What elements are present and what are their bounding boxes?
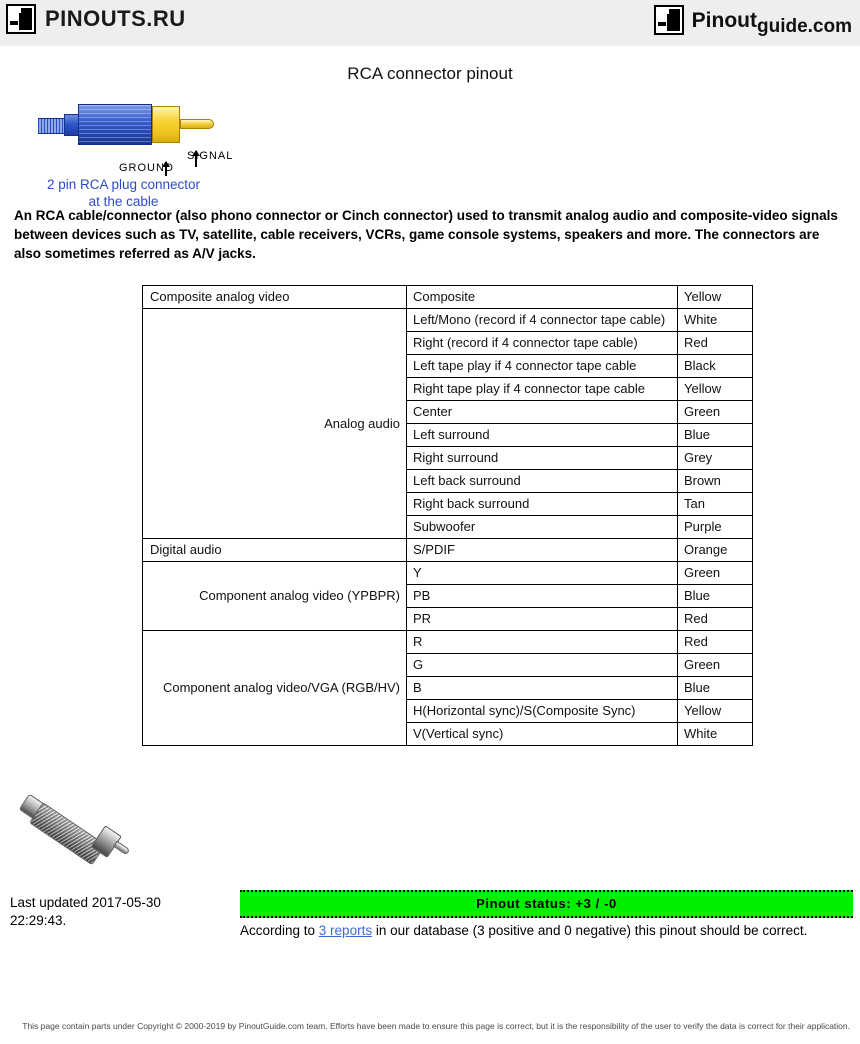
- photo-signal-pin: [113, 841, 130, 856]
- status-text-after: in our database (3 positive and 0 negative) this pinout should be correct.: [372, 923, 808, 938]
- status-block: [240, 890, 853, 940]
- table-cell-signal: Right surround: [407, 447, 678, 470]
- rca-plug-photo: [22, 770, 132, 860]
- table-cell-signal: Left tape play if 4 connector tape cable: [407, 355, 678, 378]
- table-cell-color: Green: [678, 401, 753, 424]
- table-cell-color: Orange: [678, 539, 753, 562]
- description-paragraph: An RCA cable/connector (also phono connector or Cinch connector) used to transmit analog audio and composite-video signals between devices such as TV, satellite, cable receivers, VCRs, game console systems, speakers and more. The connectors are also sometimes referred as A/V jacks.: [14, 208, 838, 261]
- connector-signal-pin: [180, 119, 214, 129]
- table-cell-color: Tan: [678, 493, 753, 516]
- table-cell-signal: PR: [407, 608, 678, 631]
- table-cell-category: Analog audio: [143, 309, 407, 539]
- last-updated-text: Last updated 2017-05-30 22:29:43.: [10, 895, 161, 928]
- diagram-caption-line1: 2 pin RCA plug connector: [46, 177, 201, 192]
- connector-barrel-ground: [78, 104, 152, 145]
- table-cell-signal: H(Horizontal sync)/S(Composite Sync): [407, 700, 678, 723]
- connector-insulator-ring: [152, 106, 180, 143]
- table-cell-color: Green: [678, 654, 753, 677]
- table-row: [143, 631, 753, 654]
- table-cell-signal: V(Vertical sync): [407, 723, 678, 746]
- table-row: [143, 539, 753, 562]
- table-cell-color: White: [678, 309, 753, 332]
- table-cell-category: Digital audio: [143, 539, 407, 562]
- copyright-footer: This page contain parts under Copyright © 2000-2019 by PinoutGuide.com team. Efforts have been made to ensure this page is correct, but it is the responsibility of the user to verify the data is correct for their application.: [22, 1021, 850, 1031]
- table-cell-color: Blue: [678, 677, 753, 700]
- pinout-diagram-icon: [654, 5, 684, 35]
- pinout-status-section: [0, 886, 860, 940]
- reports-link[interactable]: 3 reports: [318, 923, 373, 938]
- table-cell-color: Blue: [678, 424, 753, 447]
- table-cell-signal: Subwoofer: [407, 516, 678, 539]
- brand-sub: guide.com: [756, 15, 852, 37]
- diagram-caption-line2: at the cable: [88, 194, 159, 209]
- table-cell-signal: PB: [407, 585, 678, 608]
- table-cell-signal: Left back surround: [407, 470, 678, 493]
- table-cell-signal: Right back surround: [407, 493, 678, 516]
- photo-knurled-body: [29, 802, 106, 865]
- pinout-table-wrapper: [0, 285, 860, 746]
- table-cell-signal: Composite: [407, 286, 678, 309]
- table-cell-signal: Left surround: [407, 424, 678, 447]
- table-cell-color: Brown: [678, 470, 753, 493]
- table-cell-color: Red: [678, 608, 753, 631]
- site-logo-pinouts-ru[interactable]: [6, 4, 186, 34]
- page-title: RCA connector pinout: [347, 64, 513, 83]
- table-cell-color: White: [678, 723, 753, 746]
- brand-text: [691, 8, 852, 37]
- table-row: [143, 286, 753, 309]
- status-description: [240, 921, 853, 940]
- table-cell-signal: G: [407, 654, 678, 677]
- diagram-caption[interactable]: [0, 176, 247, 210]
- table-cell-signal: Y: [407, 562, 678, 585]
- table-row: [143, 309, 753, 332]
- table-cell-color: Green: [678, 562, 753, 585]
- table-cell-color: Red: [678, 332, 753, 355]
- rca-plug-illustration: [26, 92, 234, 174]
- table-cell-signal: Right (record if 4 connector tape cable): [407, 332, 678, 355]
- table-cell-color: Yellow: [678, 286, 753, 309]
- table-cell-color: Purple: [678, 516, 753, 539]
- table-cell-signal: Left/Mono (record if 4 connector tape cable): [407, 309, 678, 332]
- table-cell-color: Yellow: [678, 378, 753, 401]
- table-cell-signal: S/PDIF: [407, 539, 678, 562]
- table-cell-color: Yellow: [678, 700, 753, 723]
- table-cell-signal: Right tape play if 4 connector tape cable: [407, 378, 678, 401]
- table-cell-signal: B: [407, 677, 678, 700]
- page-header: [0, 0, 860, 46]
- table-cell-color: Blue: [678, 585, 753, 608]
- site-logo-text: PINOUTS.RU: [45, 6, 186, 31]
- ground-label: GROUND: [119, 162, 174, 174]
- table-cell-signal: Center: [407, 401, 678, 424]
- table-cell-color: Black: [678, 355, 753, 378]
- status-text-before: According to: [240, 923, 319, 938]
- table-cell-category: Composite analog video: [143, 286, 407, 309]
- brand-main: Pinout: [691, 8, 757, 32]
- pinout-diagram-icon: [6, 4, 36, 34]
- pinout-table-body: [143, 286, 753, 746]
- site-logo-pinoutguide[interactable]: [654, 5, 852, 35]
- table-cell-color: Grey: [678, 447, 753, 470]
- table-cell-category: Component analog video (YPBPR): [143, 562, 407, 631]
- table-row: [143, 562, 753, 585]
- table-cell-color: Red: [678, 631, 753, 654]
- status-badge: Pinout status: +3 / -0: [240, 890, 853, 918]
- connector-photo-section: [0, 766, 860, 886]
- connector-diagram-section: [0, 84, 860, 209]
- signal-label: SIGNAL: [187, 150, 234, 162]
- cable-strain-relief: [38, 118, 66, 134]
- pinout-table: [142, 285, 753, 746]
- table-cell-category: Component analog video/VGA (RGB/HV): [143, 631, 407, 746]
- table-cell-signal: R: [407, 631, 678, 654]
